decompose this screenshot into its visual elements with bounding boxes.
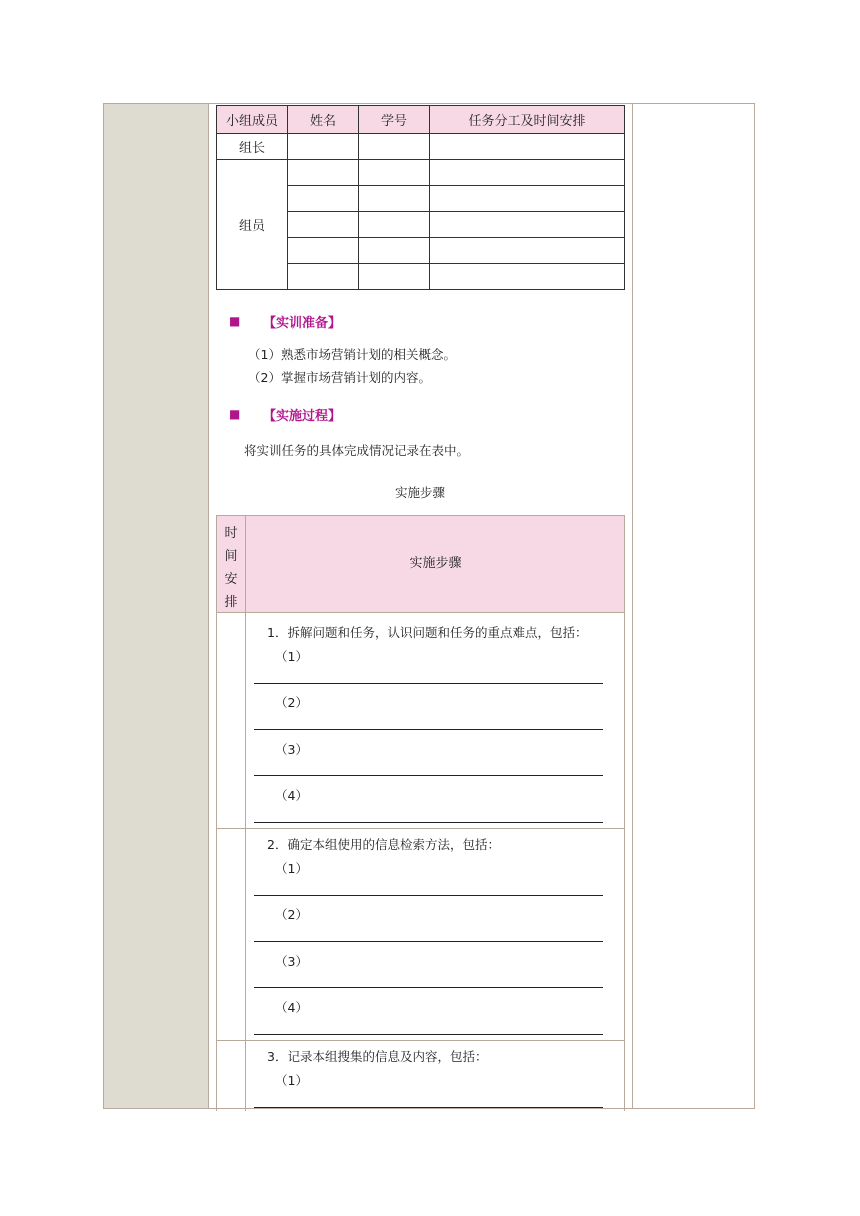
step-title-1: 1．拆解问题和任务，认识问题和任务的重点难点，包括：: [267, 625, 588, 640]
square-bullet-icon: ■: [229, 314, 241, 328]
table-cell[interactable]: [359, 264, 430, 290]
leader-label: 组长: [217, 134, 288, 160]
prep-item-1: （1）熟悉市场营销计划的相关概念。: [248, 347, 456, 362]
leader-row: [217, 134, 625, 160]
step-3-item-1: （1）: [275, 1073, 308, 1088]
prep-item-2: （2）掌握市场营销计划的内容。: [248, 370, 431, 385]
row-divider: [217, 1040, 624, 1041]
table-cell[interactable]: [430, 160, 625, 186]
content-column: [208, 104, 632, 1108]
square-bullet-icon: ■: [229, 407, 241, 421]
member-row: [217, 160, 625, 186]
table-cell[interactable]: [430, 264, 625, 290]
header-group-member: 小组成员: [217, 106, 288, 134]
answer-line[interactable]: [254, 822, 603, 823]
header-char: 安: [224, 572, 238, 587]
section-title-process: 【实施过程】: [263, 409, 342, 424]
table-cell[interactable]: [359, 238, 430, 264]
steps-header: 实施步骤: [409, 556, 462, 571]
header-student-id: 学号: [359, 106, 430, 134]
answer-line[interactable]: [254, 895, 603, 896]
table-cell[interactable]: [430, 238, 625, 264]
step-2-item-1: （1）: [275, 861, 308, 876]
table-cell[interactable]: [359, 212, 430, 238]
table-cell[interactable]: [359, 186, 430, 212]
group-members-table: [216, 105, 625, 290]
section-title-prep: 【实训准备】: [263, 316, 342, 331]
step-1-item-3: （3）: [275, 742, 308, 757]
table-cell[interactable]: [359, 160, 430, 186]
row-divider: [217, 828, 624, 829]
header-char: 排: [224, 595, 238, 610]
process-intro: 将实训任务的具体完成情况记录在表中。: [244, 443, 470, 458]
table-cell[interactable]: [430, 186, 625, 212]
step-2-item-4: （4）: [275, 1000, 308, 1015]
answer-line[interactable]: [254, 775, 603, 776]
step-2-item-3: （3）: [275, 954, 308, 969]
table-cell[interactable]: [288, 160, 359, 186]
answer-line[interactable]: [254, 941, 603, 942]
header-name: 姓名: [288, 106, 359, 134]
header-char: 时: [224, 526, 238, 541]
left-column: [104, 104, 209, 1108]
header-task-schedule: 任务分工及时间安排: [430, 106, 625, 134]
table-cell[interactable]: [288, 238, 359, 264]
steps-table: [216, 515, 625, 1111]
table-caption: 实施步骤: [394, 485, 445, 500]
time-schedule-header: [217, 522, 245, 614]
table-cell[interactable]: [288, 186, 359, 212]
table-cell[interactable]: [430, 134, 625, 160]
answer-line[interactable]: [254, 987, 603, 988]
step-title-2: 2．确定本组使用的信息检索方法，包括：: [267, 837, 500, 852]
step-1-item-4: （4）: [275, 788, 308, 803]
table-cell[interactable]: [359, 134, 430, 160]
answer-line[interactable]: [254, 1034, 603, 1035]
header-char: 间: [224, 549, 238, 564]
document-frame: [103, 103, 755, 1109]
member-label: 组员: [217, 160, 288, 290]
answer-line[interactable]: [254, 729, 603, 730]
table-cell[interactable]: [430, 212, 625, 238]
answer-line[interactable]: [254, 683, 603, 684]
step-title-3: 3．记录本组搜集的信息及内容，包括：: [267, 1049, 488, 1064]
table-cell[interactable]: [288, 264, 359, 290]
members-header-row: [217, 106, 625, 134]
answer-line[interactable]: [254, 1107, 603, 1108]
right-column-divider: [632, 104, 633, 1108]
step-2-item-2: （2）: [275, 907, 308, 922]
table-cell[interactable]: [288, 212, 359, 238]
step-1-item-1: （1）: [275, 649, 308, 664]
step-1-item-2: （2）: [275, 695, 308, 710]
table-cell[interactable]: [288, 134, 359, 160]
